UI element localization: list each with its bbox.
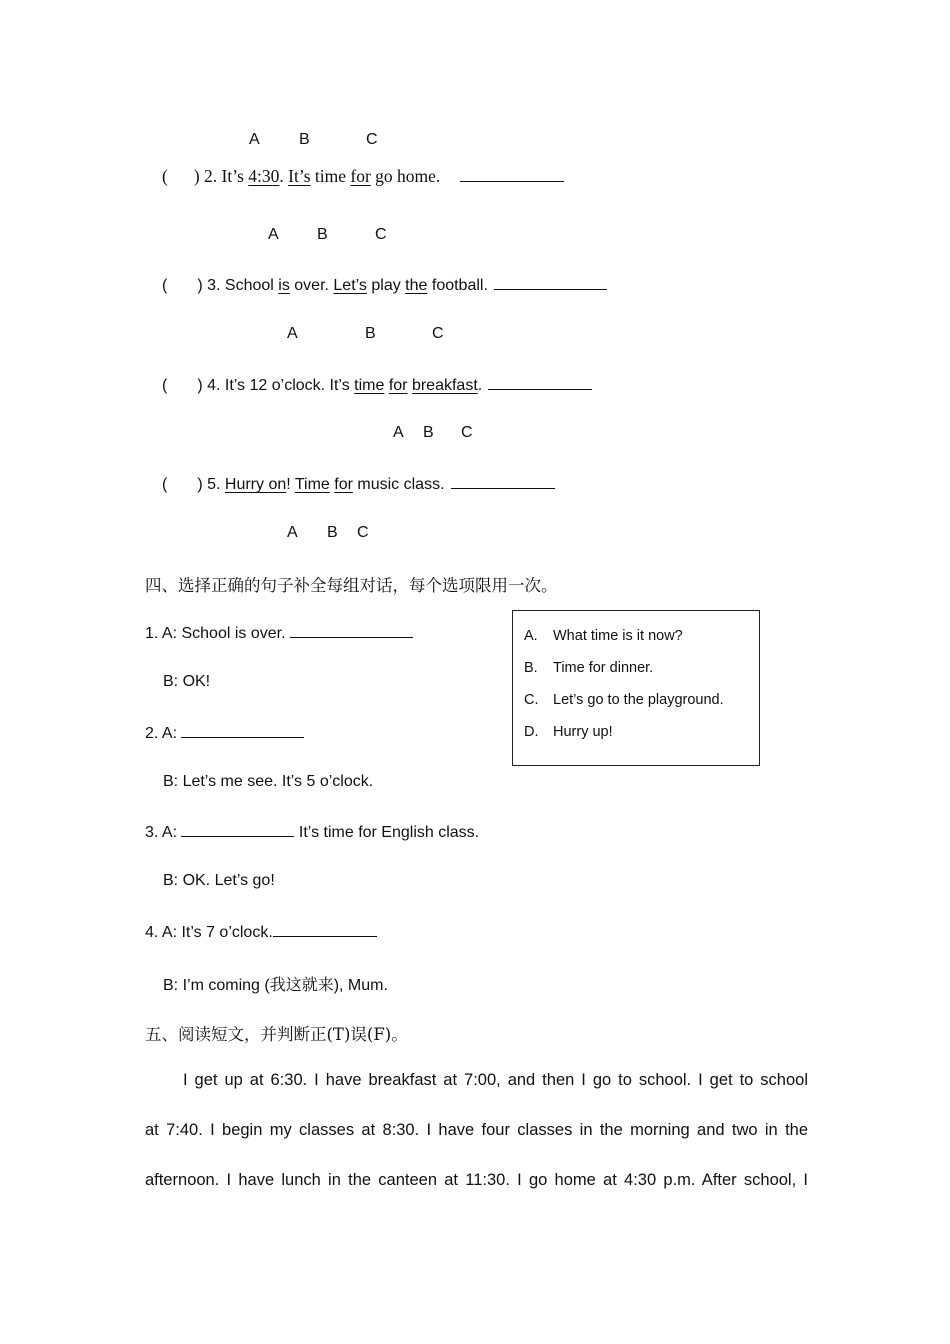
options-box bbox=[512, 610, 760, 766]
q4-text: . bbox=[477, 377, 483, 394]
q3-number: ) 3. bbox=[197, 277, 225, 294]
q4-letter-a: A bbox=[393, 424, 404, 441]
q4-correction-blank[interactable] bbox=[488, 375, 592, 390]
q4-underline-c: breakfast bbox=[411, 377, 478, 394]
q5-underline-a: Hurry on bbox=[224, 476, 287, 493]
q2-underline-a: 4:30 bbox=[248, 166, 280, 186]
dialog-4-a-text: 4. A: It’s 7 o’clock. bbox=[145, 924, 273, 941]
option-a bbox=[524, 628, 683, 644]
part5-heading: 五、阅读短文，并判断正(T)误(F)。 bbox=[145, 1025, 408, 1044]
option-key: B. bbox=[524, 660, 538, 676]
q3-underline-c: the bbox=[405, 277, 428, 294]
q2-underline-c: for bbox=[350, 166, 371, 186]
dialog-3-a-end: It’s time for English class. bbox=[294, 824, 480, 841]
q3-letter-c: C bbox=[432, 325, 444, 342]
passage-line-2: at 7:40. I begin my classes at 8:30. I have four classes in the morning and two in the bbox=[145, 1121, 808, 1139]
dialog-2-blank[interactable] bbox=[181, 723, 304, 738]
q3-open-paren: ( bbox=[162, 277, 168, 294]
dialog-3-a-text: 3. A: bbox=[145, 824, 182, 841]
q2-text: It’s bbox=[221, 166, 249, 186]
q5-letter-b: B bbox=[327, 524, 338, 541]
q5-open-paren: ( bbox=[162, 476, 168, 493]
option-d bbox=[524, 724, 613, 740]
q2-correction-blank[interactable] bbox=[460, 167, 564, 182]
question-5 bbox=[162, 474, 555, 494]
q3-text: football. bbox=[427, 277, 488, 294]
q2-text: go home. bbox=[370, 166, 441, 186]
dialog-1-blank[interactable] bbox=[290, 623, 413, 638]
q3-letter-a: A bbox=[287, 325, 298, 342]
q2-letter-c: C bbox=[375, 226, 387, 243]
q4-open-paren: ( bbox=[162, 377, 168, 394]
q2-underline-b: It’s bbox=[288, 166, 311, 186]
dialog-4-b: B: I’m coming (我这就来), Mum. bbox=[163, 977, 388, 994]
q3-text: play bbox=[366, 277, 406, 294]
q3-letter-b: B bbox=[365, 325, 376, 342]
dialog-2-b: B: Let’s me see. It’s 5 o’clock. bbox=[163, 773, 374, 790]
dialog-3-a bbox=[145, 822, 479, 842]
q5-text: music class. bbox=[352, 476, 445, 493]
dialog-4-blank[interactable] bbox=[273, 922, 377, 937]
dialog-4-a bbox=[145, 922, 377, 942]
passage-line-3: afternoon. I have lunch in the canteen at 11:30. I go home at 4:30 p.m. After school, I bbox=[145, 1171, 808, 1189]
dialog-3-b: B: OK. Let’s go! bbox=[163, 872, 275, 889]
option-text: Hurry up! bbox=[553, 724, 613, 740]
q5-letter-c: C bbox=[357, 524, 369, 541]
option-text: What time is it now? bbox=[553, 628, 683, 644]
q3-underline-a: is bbox=[278, 277, 290, 294]
option-text: Let’s go to the playground. bbox=[553, 692, 724, 708]
dialog-1-a bbox=[145, 623, 413, 643]
q4-underline-a: time bbox=[354, 377, 385, 394]
q5-underline-c: for bbox=[334, 476, 353, 493]
q5-number: ) 5. bbox=[197, 476, 225, 493]
option-key: A. bbox=[524, 628, 538, 644]
option-key: C. bbox=[524, 692, 539, 708]
q2-open-paren: ( bbox=[162, 166, 168, 186]
q4-letter-b: B bbox=[423, 424, 434, 441]
q4-number: ) 4. bbox=[197, 377, 225, 394]
q5-letter-a: A bbox=[287, 524, 298, 541]
q3-text: School bbox=[224, 277, 279, 294]
dialog-1-b: B: OK! bbox=[163, 673, 211, 690]
q5-correction-blank[interactable] bbox=[451, 474, 555, 489]
q1-letter-b: B bbox=[299, 131, 310, 148]
q3-correction-blank[interactable] bbox=[494, 275, 607, 290]
option-text: Time for dinner. bbox=[553, 660, 654, 676]
option-key: D. bbox=[524, 724, 539, 740]
q2-text: . bbox=[279, 166, 289, 186]
q5-text: ! bbox=[286, 476, 295, 493]
option-c bbox=[524, 692, 724, 708]
q4-text: It’s 12 o’clock. It’s bbox=[224, 377, 355, 394]
dialog-1-a-text: 1. A: School is over. bbox=[145, 625, 290, 642]
q2-number: ) 2. bbox=[193, 166, 222, 186]
passage-line-1: I get up at 6:30. I have breakfast at 7:00, and then I go to school. I get to school bbox=[183, 1071, 808, 1089]
option-b bbox=[524, 660, 653, 676]
q1-letter-a: A bbox=[249, 131, 260, 148]
question-4 bbox=[162, 375, 592, 395]
part4-heading: 四、选择正确的句子补全每组对话，每个选项限用一次。 bbox=[145, 576, 558, 595]
q1-letter-c: C bbox=[366, 131, 378, 148]
dialog-3-blank[interactable] bbox=[181, 822, 294, 837]
q2-letter-b: B bbox=[317, 226, 328, 243]
q3-underline-b: Let’s bbox=[333, 277, 367, 294]
question-3 bbox=[162, 275, 607, 295]
q4-letter-c: C bbox=[461, 424, 473, 441]
q3-text: over. bbox=[289, 277, 334, 294]
question-2 bbox=[162, 166, 564, 187]
q5-underline-b: Time bbox=[294, 476, 330, 493]
dialog-2-a bbox=[145, 723, 304, 743]
q2-text: time bbox=[310, 166, 351, 186]
q4-underline-b: for bbox=[388, 377, 408, 394]
dialog-2-a-text: 2. A: bbox=[145, 725, 182, 742]
q2-letter-a: A bbox=[268, 226, 279, 243]
